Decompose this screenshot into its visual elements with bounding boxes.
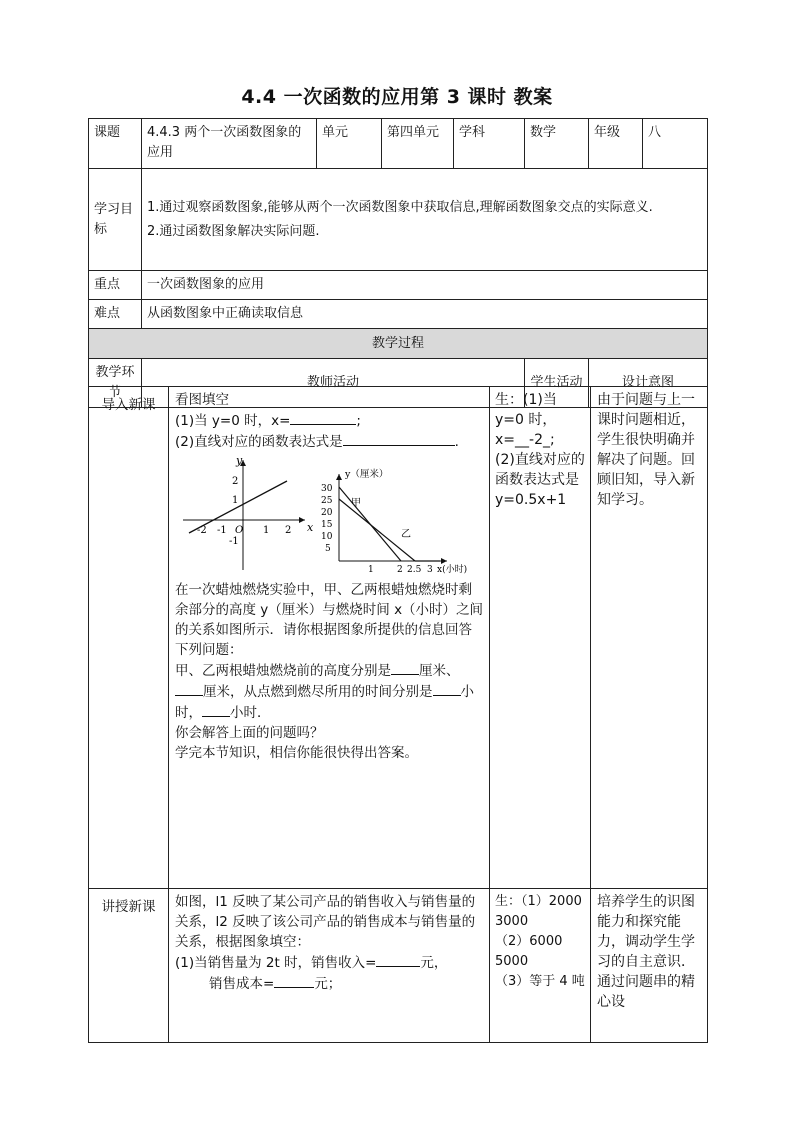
graph2-x-tick: 1 <box>368 565 374 575</box>
graph1-origin: O <box>235 525 244 536</box>
goal-item: 2.通过函数图象解决实际问题. <box>147 223 320 239</box>
col-header-stage: 教学环节 <box>89 359 142 408</box>
graph2-y-tick: 15 <box>321 520 333 530</box>
graph1-y-tick: 2 <box>232 476 239 487</box>
unit-label: 单元 <box>317 119 382 169</box>
answer-blank <box>343 431 455 446</box>
difficulty-label: 难点 <box>89 300 142 329</box>
answer-blank <box>202 702 230 717</box>
graph1-x-tick: -1 <box>217 525 227 536</box>
teacher-paragraph: 如图，l1 反映了某公司产品的销售收入与销售量的关系，l2 反映了该公司产品的销售成本与销售量的关系，根据图象填空： <box>175 894 476 950</box>
topic-value: 4.4.3 两个一次函数图象的应用 <box>142 119 317 169</box>
teacher-paragraph: 在一次蜡烛燃烧实验中，甲、乙两根蜡烛燃烧时剩余部分的高度 y（厘米）与燃烧时间 x（小时）之间的关系如图所示．请你根据图象所提供的信息回答下列问题： <box>175 582 484 658</box>
teacher-line: (2)直线对应的函数表达式是 . <box>175 431 484 452</box>
topic-label: 课题 <box>89 119 142 169</box>
design-intent-intro: 由于问题与上一课时问题相近，学生很快明确并解决了问题。回顾旧知，导入新知学习。 <box>591 387 708 889</box>
design-intent-new: 培养学生的识图能力和探究能力，调动学生学习的自主意识．通过问题串的精心设 <box>591 889 708 1043</box>
answer-blank <box>290 410 356 425</box>
answer-blank <box>433 681 461 696</box>
graph2-x-label: x(小时) <box>437 565 468 575</box>
lesson-plan-table <box>88 118 708 408</box>
goals-text <box>142 169 708 271</box>
student-activity-new: 生：（1）2000 3000 （2）6000 5000 （3）等于 4 吨 <box>490 889 591 1043</box>
goals-label: 学习目标 <box>89 169 142 271</box>
graph2-y-tick: 20 <box>321 508 333 518</box>
unit-value: 第四单元 <box>382 119 454 169</box>
graph2-y-tick: 30 <box>321 484 333 494</box>
graph1-x-tick: 2 <box>285 525 292 536</box>
graph2-x-tick: 2.5 <box>407 565 422 575</box>
label-jia: 甲 <box>351 498 361 509</box>
graphs-area <box>175 454 484 580</box>
graph2-x-tick: 3 <box>427 565 433 575</box>
graph2-y-label: y（厘米） <box>345 469 389 480</box>
col-header-teacher: 教师活动 <box>142 359 525 408</box>
answer-blank <box>274 973 314 988</box>
process-table <box>88 386 708 1043</box>
key-point-text: 一次函数图象的应用 <box>142 271 708 300</box>
teacher-activity-new <box>169 889 490 1043</box>
answer-blank <box>376 952 420 967</box>
teacher-line: (1)当销售量为 2t 时，销售收入= 元， <box>175 952 484 973</box>
answer-blank <box>391 660 419 675</box>
graph2-y-tick: 5 <box>325 544 331 554</box>
graph2-y-tick: 10 <box>321 532 333 542</box>
teacher-paragraph: 甲、乙两根蜡烛燃烧前的高度分别是 厘米、厘米，从点燃到燃尽所用的时间分别是 小时， 小时． <box>175 660 484 723</box>
teacher-line: 看图填空 <box>175 392 229 408</box>
grade-value: 八 <box>643 119 708 169</box>
graph2-y-tick: 25 <box>321 496 333 506</box>
process-title: 教学过程 <box>89 329 708 359</box>
graph2-x-tick: 2 <box>397 565 403 575</box>
goal-item: 1.通过观察函数图象,能够从两个一次函数图象中获取信息,理解函数图象交点的实际意义. <box>147 199 653 215</box>
graph-candle-burning <box>321 468 467 575</box>
teacher-line: 学完本节知识，相信你能很快得出答案。 <box>175 745 418 761</box>
graph1-x-label: x <box>307 521 314 534</box>
graph1-x-tick: -2 <box>197 525 207 536</box>
graph-figures <box>175 454 475 580</box>
student-answer: 生：(1)当 y=0 时，x=__-2_; <box>495 392 557 448</box>
student-answer: (2)直线对应的函数表达式是 y=0.5x+1 <box>495 452 585 508</box>
page-title: 4.4 一次函数的应用第 3 课时 教案 <box>241 86 553 108</box>
col-header-intent: 设计意图 <box>589 359 708 408</box>
graph1-x-tick: 1 <box>263 525 270 536</box>
difficulty-text: 从函数图象中正确读取信息 <box>142 300 708 329</box>
graph1-y-label: y <box>236 454 243 467</box>
col-header-student: 学生活动 <box>525 359 589 408</box>
teacher-activity-intro <box>169 387 490 889</box>
teacher-line: 销售成本= 元； <box>175 973 484 994</box>
teacher-line: (1)当 y=0 时，x= ; <box>175 410 484 431</box>
subject-label: 学科 <box>454 119 525 169</box>
stage-intro: 导入新课 <box>89 387 169 889</box>
label-yi: 乙 <box>401 529 411 540</box>
graph1-y-tick: 1 <box>232 495 239 506</box>
key-point-label: 重点 <box>89 271 142 300</box>
grade-label: 年级 <box>589 119 643 169</box>
graph-linear-function <box>183 454 314 570</box>
answer-blank <box>175 681 203 696</box>
graph1-y-tick: -1 <box>229 536 239 547</box>
subject-value: 数学 <box>525 119 589 169</box>
teacher-line: 你会解答上面的问题吗？ <box>175 725 324 741</box>
stage-new-lesson: 讲授新课 <box>89 889 169 1043</box>
student-activity-intro <box>490 387 591 889</box>
